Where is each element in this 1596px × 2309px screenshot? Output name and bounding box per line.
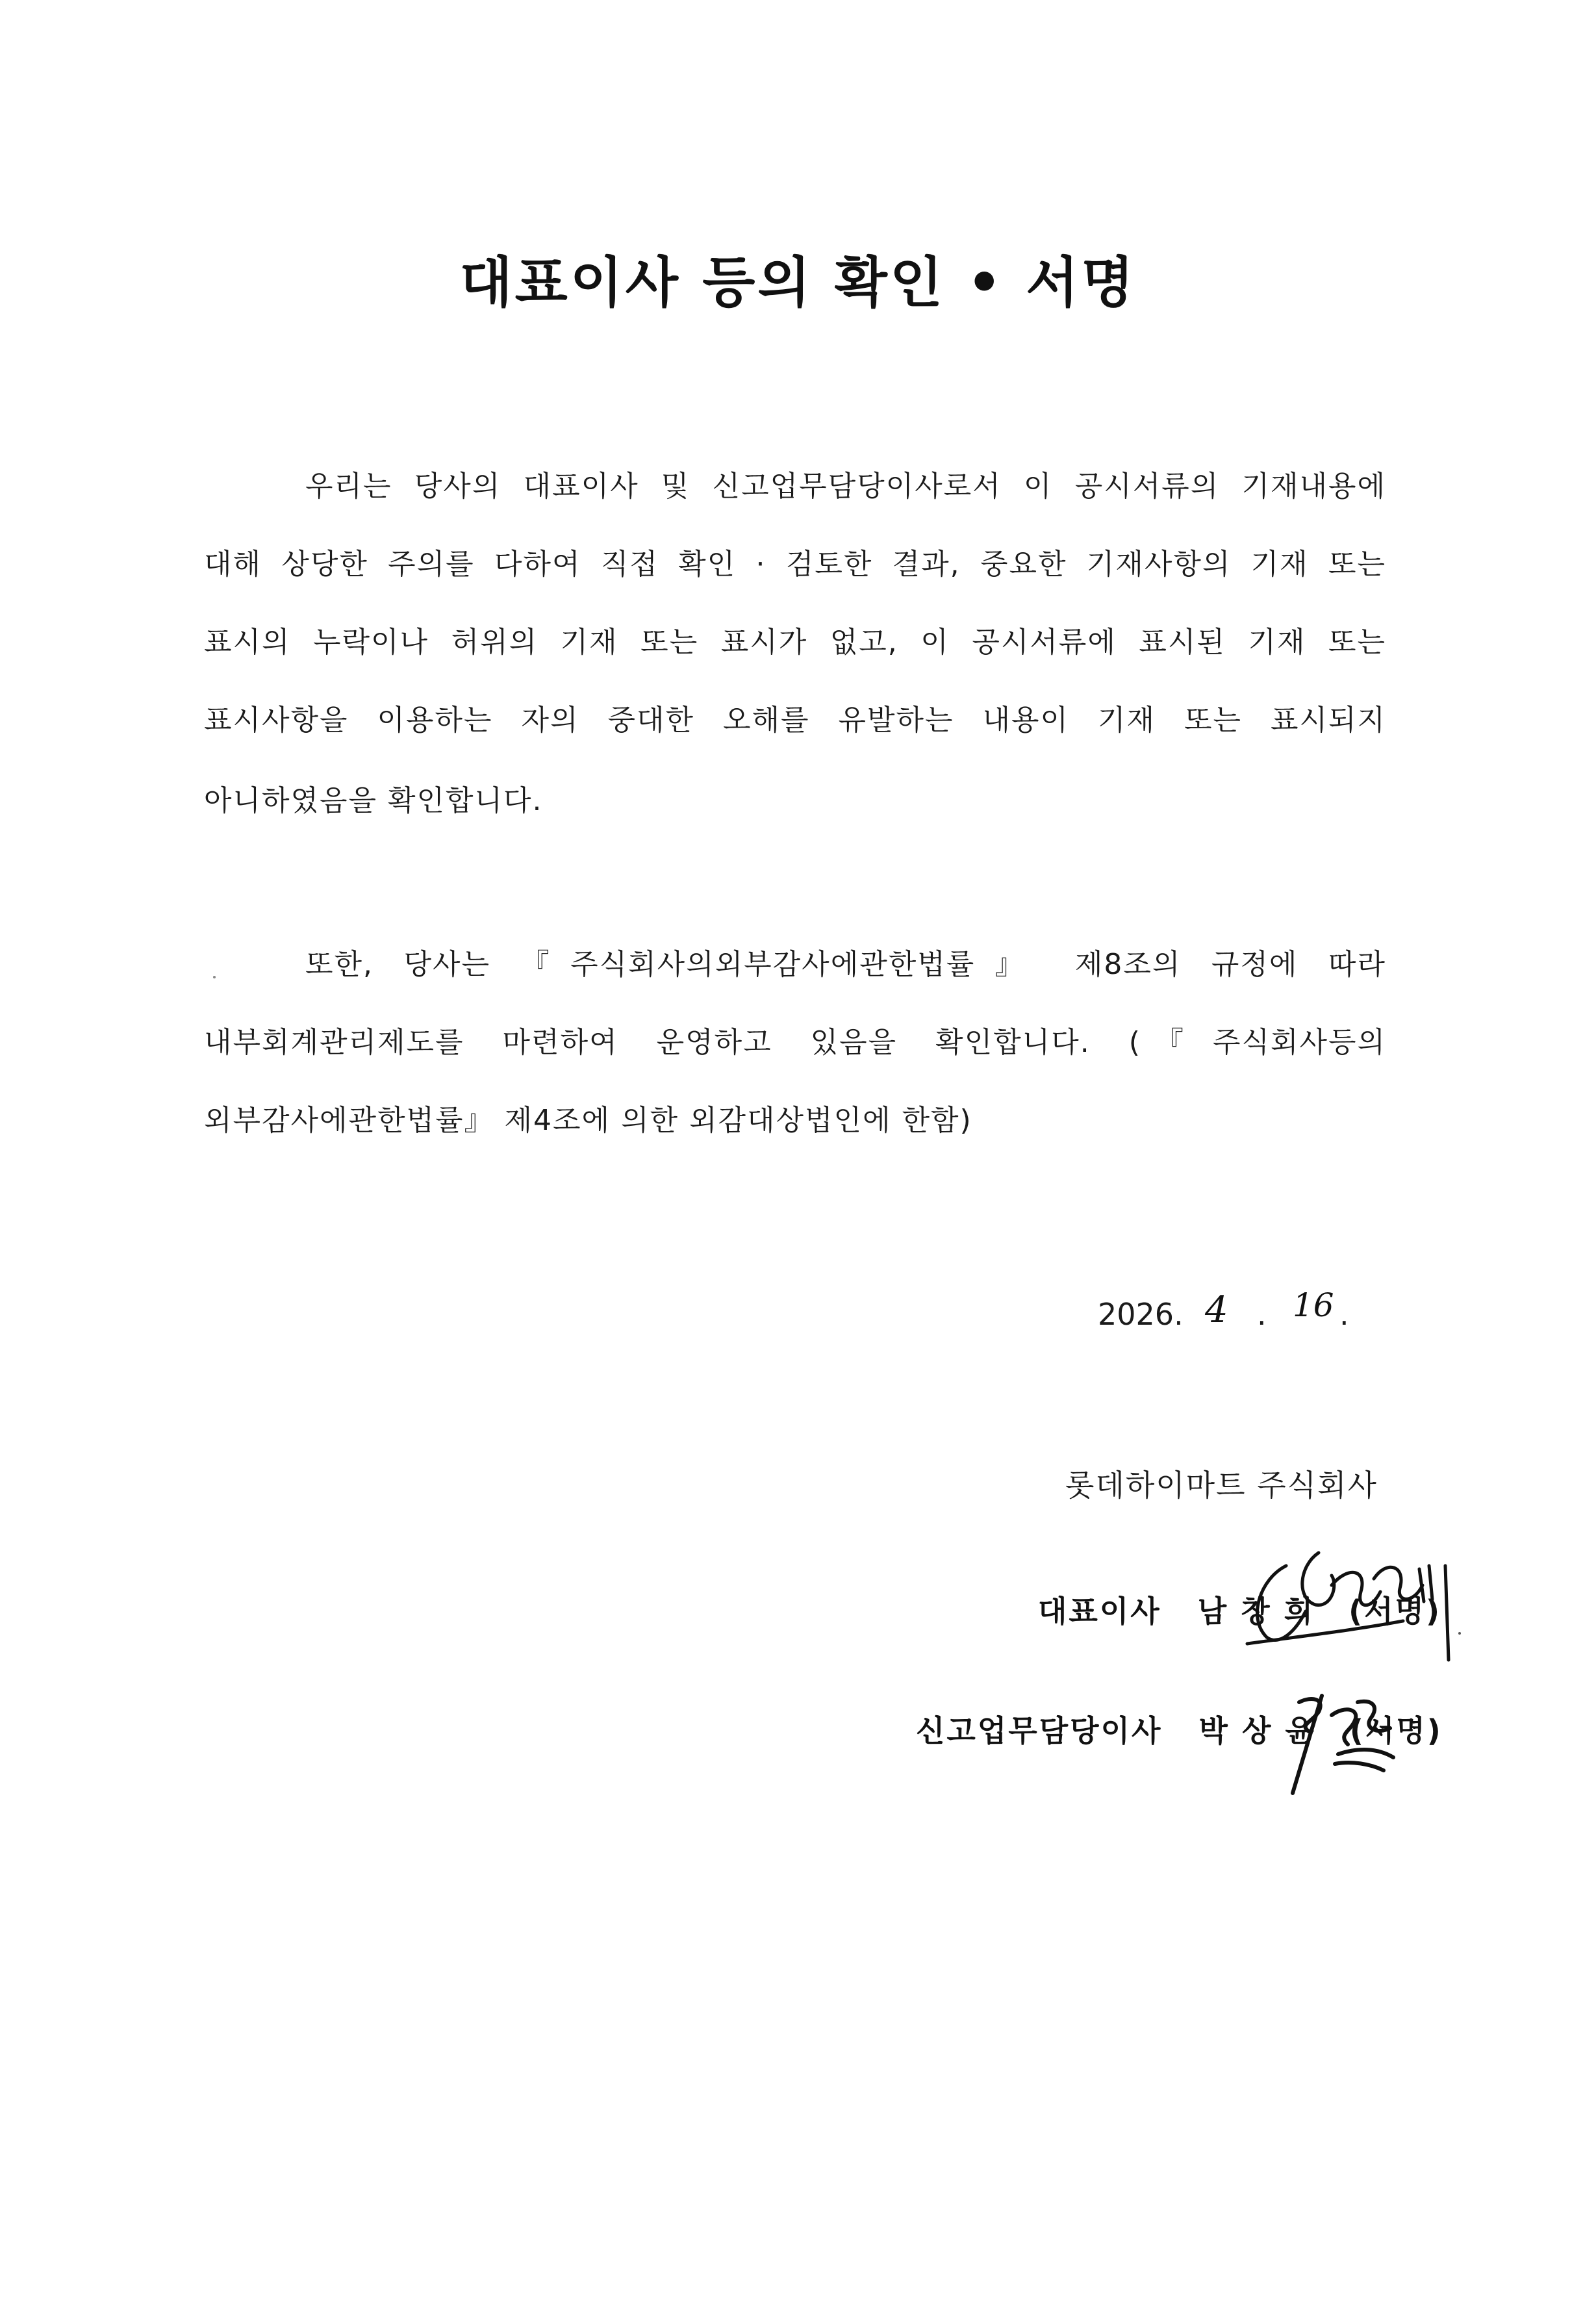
- signatory-2-mark: (서명): [1349, 1713, 1443, 1748]
- scan-speck: [213, 976, 216, 978]
- signatory-2-role: 신고업무담당이사: [916, 1713, 1163, 1748]
- signatory-1-mark: (서명): [1349, 1594, 1442, 1629]
- signatory-1-role: 대표이사: [1038, 1594, 1161, 1629]
- paragraph2-line-2: 내부회계관리제도를 마련하여 운영하고 있음을 확인합니다. (『주식회사등의: [204, 1026, 1386, 1059]
- document-title: 대표이사 등의 확인 • 서명: [459, 251, 1137, 314]
- date-month-handwritten: 4: [1205, 1289, 1228, 1331]
- paragraph1-line-2: 대해 상당한 주의를 다하여 직접 확인 · 검토한 결과, 중요한 기재사항의 기재 또는: [204, 548, 1386, 581]
- date-end: .: [1339, 1297, 1349, 1332]
- paragraph2-line-3: 외부감사에관한법률』 제4조에 의한 외감대상법인에 한함): [204, 1104, 972, 1137]
- signature-1-icon: [1234, 1540, 1481, 1676]
- date-day-handwritten: 16: [1293, 1286, 1334, 1324]
- date-year: 2026.: [1098, 1297, 1184, 1332]
- paragraph2-line-1: 또한, 당사는 『주식회사의외부감사에관한법률』 제8조의 규정에 따라: [305, 948, 1386, 981]
- date-separator: .: [1257, 1297, 1267, 1332]
- scan-speck: [1458, 1632, 1461, 1635]
- company-name: 롯데하이마트 주식회사: [1065, 1468, 1378, 1503]
- paragraph1-line-4: 표시사항을 이용하는 자의 중대한 오해를 유발하는 내용이 기재 또는 표시되지: [204, 704, 1386, 737]
- paragraph1-line-1: 우리는 당사의 대표이사 및 신고업무담당이사로서 이 공시서류의 기재내용에: [305, 470, 1386, 503]
- signatory-1-name: 남 창 희: [1197, 1594, 1315, 1629]
- signature-2-icon: [1273, 1683, 1403, 1800]
- signatory-2-name: 박 상 윤: [1198, 1713, 1316, 1748]
- paragraph1-line-3: 표시의 누락이나 허위의 기재 또는 표시가 없고, 이 공시서류에 표시된 기재 또는: [204, 626, 1386, 659]
- paragraph1-line-5: 아니하였음을 확인합니다.: [204, 784, 543, 817]
